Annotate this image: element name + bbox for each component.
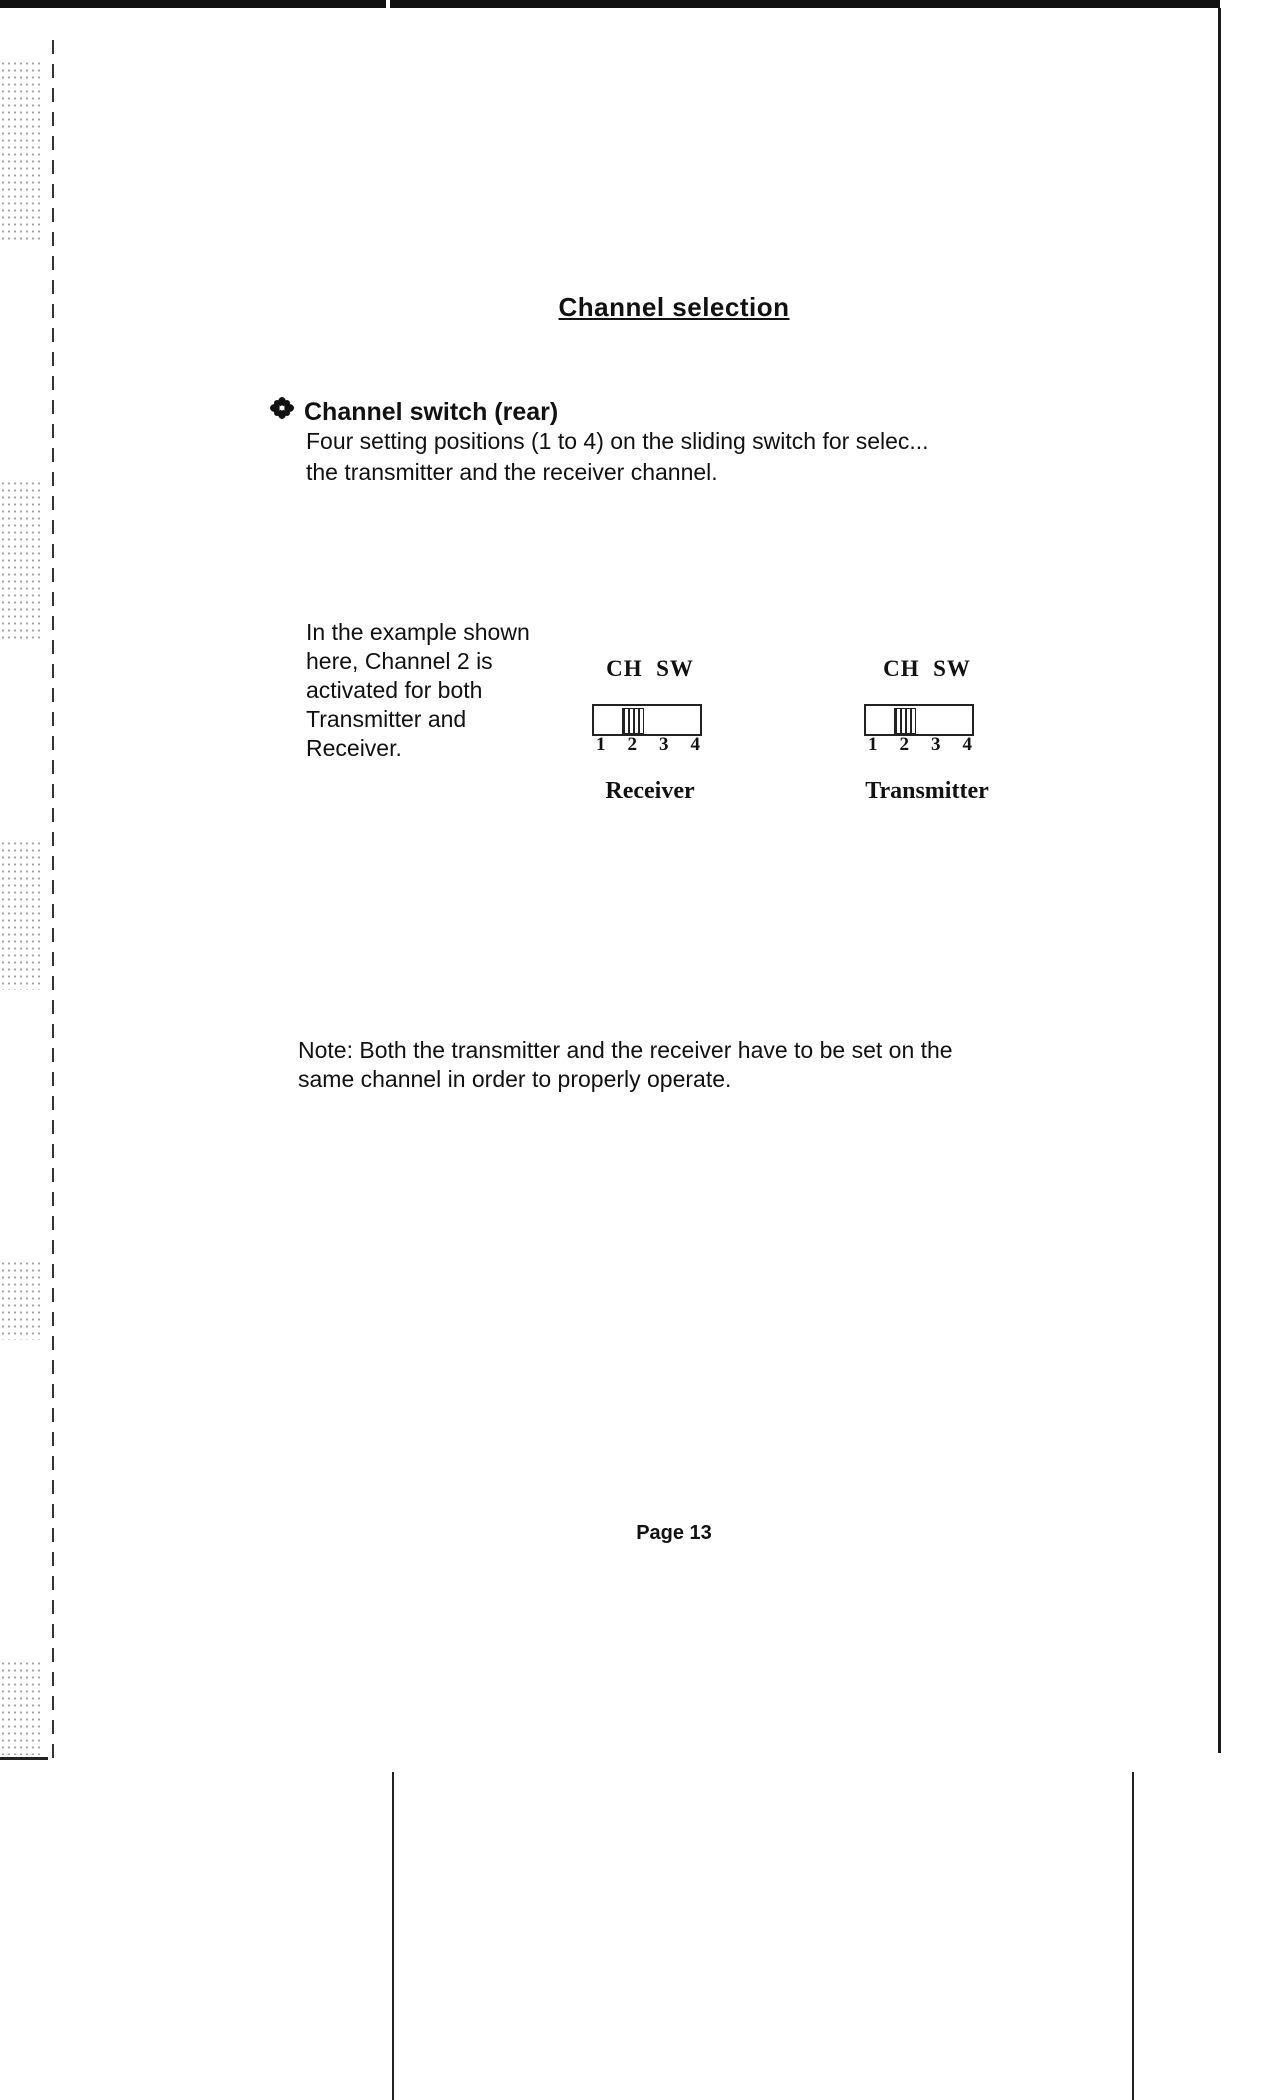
section-heading-text: Channel switch (rear) xyxy=(304,398,559,426)
switch-label-receiver: Receiver xyxy=(605,778,695,804)
switch-position-label: 1 xyxy=(596,734,606,755)
switch-knob xyxy=(622,708,644,734)
note-line: same channel in order to properly operate. xyxy=(298,1066,732,1092)
switch-header-ch: CH xyxy=(883,656,920,681)
switch-header-ch: CH xyxy=(606,656,643,681)
switch-header xyxy=(852,656,1002,682)
switch-position-label: 2 xyxy=(899,734,909,755)
scan-noise xyxy=(0,840,44,990)
scan-lower-line-left xyxy=(392,1772,394,2100)
scan-bottom-line xyxy=(0,1757,48,1760)
switch-position-label: 3 xyxy=(931,734,941,755)
transmitter-switch-diagram xyxy=(852,656,1002,805)
scan-noise xyxy=(0,1660,44,1755)
scan-noise xyxy=(0,1260,44,1340)
switch-body xyxy=(864,704,974,736)
switch-positions xyxy=(596,736,700,754)
switch-position-label: 4 xyxy=(690,734,700,755)
scan-lower-line-right xyxy=(1132,1772,1134,2100)
note-text xyxy=(298,1036,1118,1094)
section-heading xyxy=(268,396,558,427)
switch-position-label: 3 xyxy=(659,734,669,755)
switch-body xyxy=(592,704,702,736)
section-body-line: the transmitter and the receiver channel. xyxy=(306,459,718,485)
page-title: Channel selection xyxy=(558,292,790,322)
section-body-line: Four setting positions (1 to 4) on the sliding switch for selec... xyxy=(306,428,929,454)
scan-noise xyxy=(0,480,44,640)
switch-header xyxy=(580,656,720,682)
note-line: Note: Both the transmitter and the receiver have to be set on the xyxy=(298,1037,953,1063)
receiver-switch-diagram xyxy=(580,656,720,805)
section-body xyxy=(306,426,1106,488)
switch-positions xyxy=(868,736,972,754)
example-line: activated for both xyxy=(306,677,483,703)
flower-bullet-icon xyxy=(268,396,296,427)
switch-label-transmitter: Transmitter xyxy=(865,778,989,804)
switch-header-sw: SW xyxy=(656,656,694,681)
scan-noise xyxy=(0,60,44,240)
switch-position-label: 1 xyxy=(868,734,878,755)
example-line: Transmitter and xyxy=(306,706,467,732)
switch-position-label: 2 xyxy=(627,734,637,755)
example-line: Receiver. xyxy=(306,735,402,761)
example-line: In the example shown xyxy=(306,619,530,645)
switch-header-sw: SW xyxy=(933,656,971,681)
page-number: Page 13 xyxy=(636,1522,712,1544)
switch-position-label: 4 xyxy=(962,734,972,755)
example-text xyxy=(306,618,576,763)
scan-right-border xyxy=(1218,8,1221,1753)
example-line: here, Channel 2 is xyxy=(306,648,493,674)
switch-knob xyxy=(894,708,916,734)
scan-top-border xyxy=(0,0,1220,8)
scan-top-notch xyxy=(386,0,390,12)
